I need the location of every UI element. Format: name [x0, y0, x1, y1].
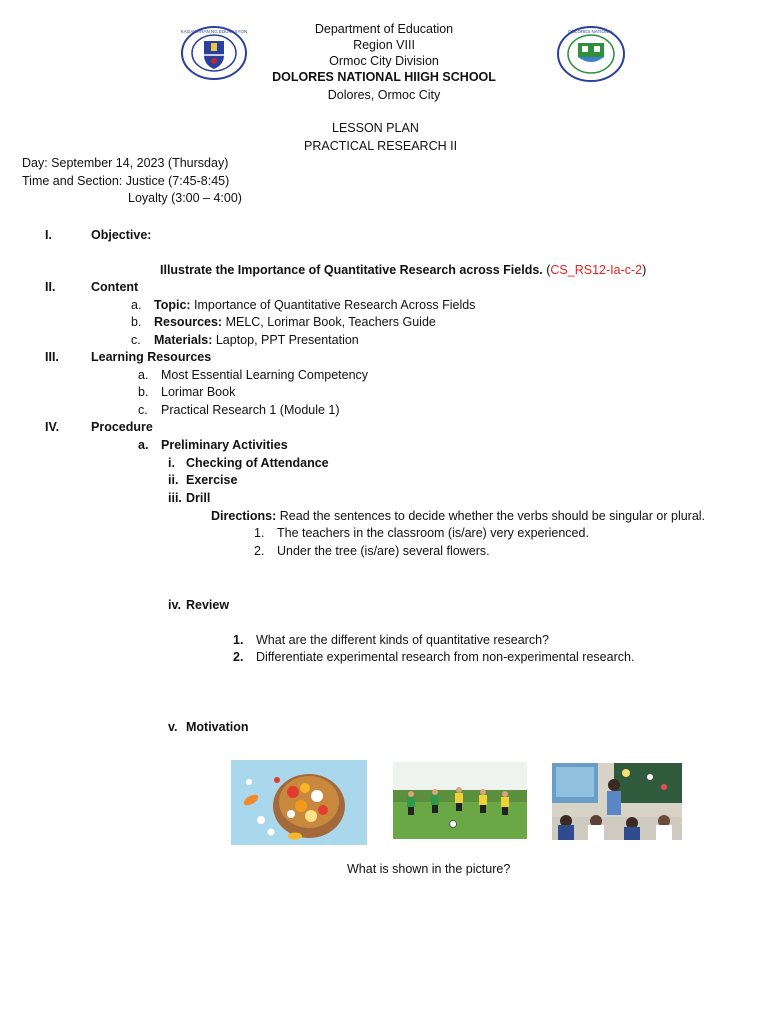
list-item-mark: v.: [168, 720, 178, 734]
list-item-mark: a.: [131, 298, 142, 312]
resource-item: Most Essential Learning Competency: [161, 368, 369, 382]
school-address: Dolores, Ormoc City: [327, 88, 441, 102]
competency-code: CS_RS12-Ia-c-2: [550, 263, 643, 277]
school-name: DOLORES NATIONAL HIIGH SCHOOL: [272, 70, 496, 84]
list-item-mark: iii.: [168, 491, 182, 505]
region-line: Region VIII: [353, 38, 415, 52]
content-item-text: Laptop, PPT Presentation: [212, 333, 359, 347]
list-item-mark: b.: [138, 385, 149, 399]
list-item-mark: c.: [138, 403, 148, 417]
drill-item: Under the tree (is/are) several flowers.: [277, 544, 490, 558]
classroom-photo: [552, 763, 682, 840]
objective-text: Illustrate the Importance of Quantitative Research across Fields.: [160, 263, 543, 277]
section-number: II.: [45, 280, 56, 294]
directions-label: Directions:: [211, 509, 277, 523]
section-number: IV.: [45, 420, 60, 434]
prelim-item: Checking of Attendance: [186, 456, 329, 470]
list-item-mark: c.: [131, 333, 141, 347]
list-item-mark: b.: [131, 315, 142, 329]
day-line: Day: September 14, 2023 (Thursday): [22, 156, 229, 170]
list-item-mark: iv.: [168, 598, 181, 612]
content-item-label: Resources:: [154, 315, 223, 329]
prelim-item: Drill: [186, 491, 211, 505]
section-number: III.: [45, 350, 59, 364]
drill-item: The teachers in the classroom (is/are) very experienced.: [277, 526, 589, 540]
time-section-line: Time and Section: Justice (7:45-8:45): [22, 174, 230, 188]
section-number: I.: [45, 228, 52, 242]
list-item-mark: a.: [138, 438, 149, 452]
dept-line: Department of Education: [314, 22, 454, 36]
list-item-mark: 1.: [254, 526, 265, 540]
pills-photo: [231, 760, 367, 845]
motivation-heading: Motivation: [186, 720, 249, 734]
prelim-item: Exercise: [186, 473, 238, 487]
content-item-topic: [154, 297, 475, 313]
soccer-kids-photo: [393, 762, 527, 839]
list-item-mark: 2.: [233, 650, 244, 664]
picture-question: What is shown in the picture?: [347, 862, 511, 876]
svg-text:DOLORES NATIONAL: DOLORES NATIONAL: [568, 29, 614, 34]
content-item-text: MELC, Lorimar Book, Teachers Guide: [222, 315, 436, 329]
resource-item: Practical Research 1 (Module 1): [161, 403, 340, 417]
resource-item: Lorimar Book: [161, 385, 236, 399]
review-heading: Review: [186, 598, 230, 612]
directions-text: Read the sentences to decide whether the verbs should be singular or plural.: [276, 509, 706, 523]
list-item-mark: i.: [168, 456, 175, 470]
section-heading-resources: Learning Resources: [91, 350, 212, 364]
list-item-mark: a.: [138, 368, 149, 382]
objective-statement: [160, 262, 646, 278]
preliminary-activities-heading: Preliminary Activities: [161, 438, 288, 452]
doc-title: LESSON PLAN: [332, 121, 419, 135]
list-item-mark: ii.: [168, 473, 179, 487]
content-item-label: Materials:: [154, 333, 213, 347]
section-heading-procedure: Procedure: [91, 420, 153, 434]
time-section-line-2: Loyalty (3:00 – 4:00): [128, 191, 242, 205]
content-item-text: Importance of Quantitative Research Across Fields: [190, 298, 476, 312]
content-item-resources: [154, 314, 436, 330]
svg-text:KAGAWARAN NG EDUKASYON: KAGAWARAN NG EDUKASYON: [180, 29, 248, 34]
section-heading-content: Content: [91, 280, 139, 294]
division-line: Ormoc City Division: [329, 54, 439, 68]
objective-paren-close: ): [642, 263, 647, 277]
doc-subject: PRACTICAL RESEARCH II: [304, 139, 458, 153]
review-question: Differentiate experimental research from non-experimental research.: [256, 650, 635, 664]
objective-paren-open: (: [542, 263, 551, 277]
list-item-mark: 2.: [254, 544, 265, 558]
drill-directions: [211, 508, 705, 524]
section-heading-objective: Objective:: [91, 228, 152, 242]
content-item-label: Topic:: [154, 298, 191, 312]
content-item-materials: [154, 332, 359, 348]
review-question: What are the different kinds of quantitative research?: [256, 633, 549, 647]
list-item-mark: 1.: [233, 633, 244, 647]
